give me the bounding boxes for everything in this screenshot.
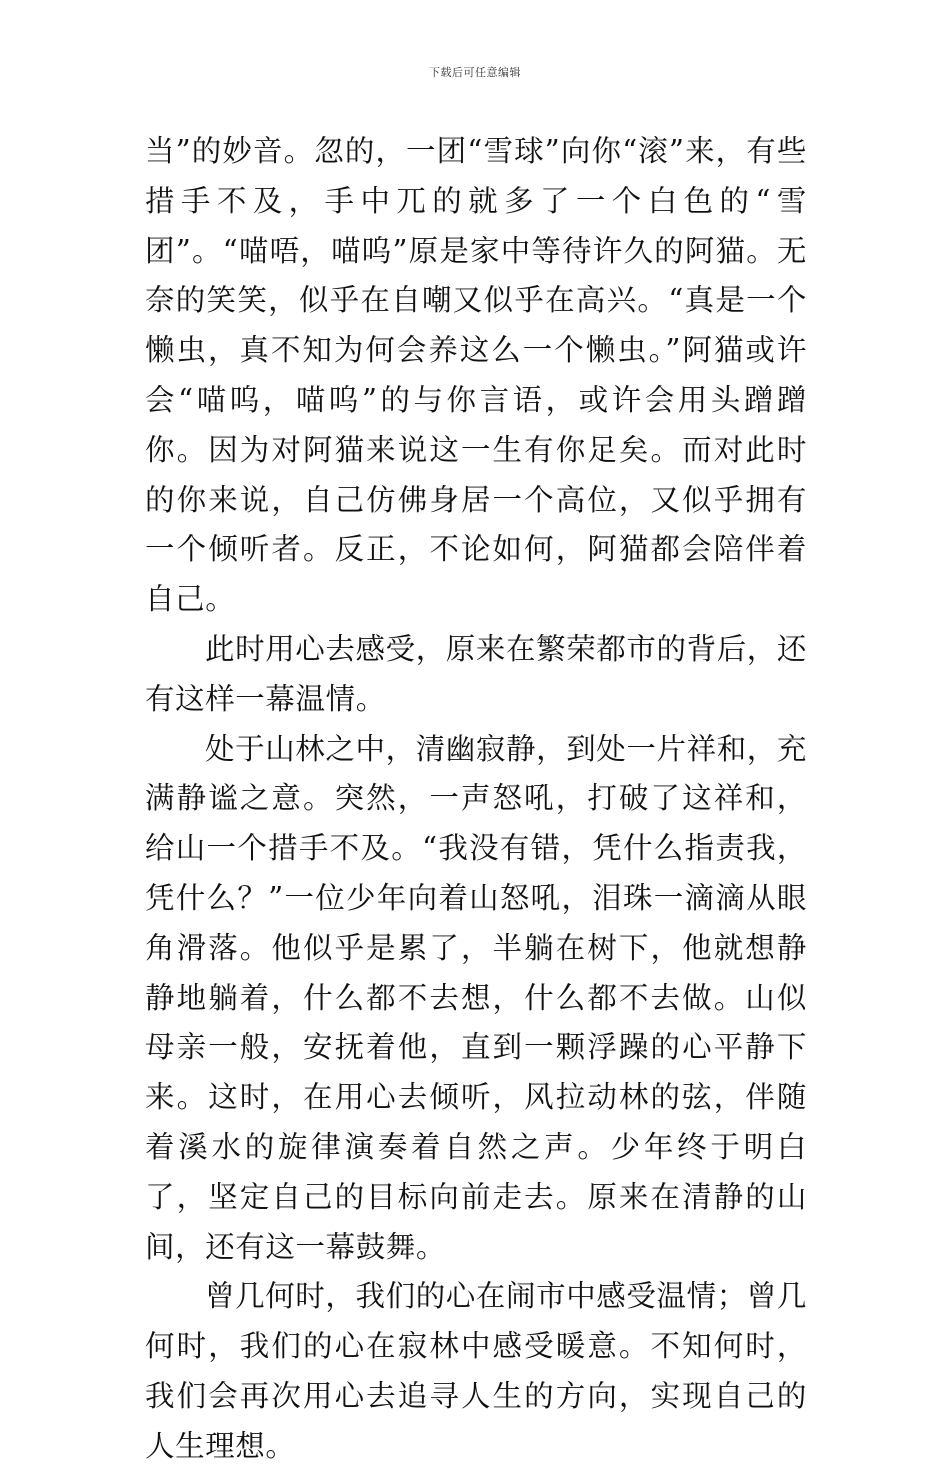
page-header: 下载后可任意编辑 <box>429 66 521 79</box>
paragraph: 处于山林之中，清幽寂静，到处一片祥和，充满静谧之意。突然，一声怒吼，打破了这祥和，给山一个措手不及。“我没有错，凭什么指责我，凭什么？”一位少年向着山怒吼，泪珠一滴滴从眼角滑落。他似乎是累了，半躺在树下，他就想静静地躺着，什么都不去想，什么都不去做。山似母亲一般，安抚着他，直到一颗浮躁的心平静下来。这时，在用心去倾听，风拉动林的弦，伴随着溪水的旋律演奏着自然之声。少年终于明白了，坚定自己的目标向前走去。原来在清静的山间，还有这一幕鼓舞。 <box>145 731 808 1264</box>
paragraph: 曾几何时，我们的心在闹市中感受温情；曾几何时，我们的心在寂林中感受暖意。不知何时，我们会再次用心去追寻人生的方向，实现自己的人生理想。 <box>145 1279 808 1463</box>
paragraph: 此时用心去感受，原来在繁荣都市的背后，还有这样一幕温情。 <box>145 631 808 716</box>
paragraph-continued: 当”的妙音。忽的，一团“雪球”向你“滚”来，有些措手不及，手中兀的就多了一个白色的“雪团”。“喵唔，喵呜”原是家中等待许久的阿猫。无奈的笑笑，似乎在自嘲又似乎在高兴。“真是一个懒虫，真不知为何会养这么一个懒虫。”阿猫或许会“喵呜，喵呜”的与你言语，或许会用头蹭蹭你。因为对阿猫来说这一生有你足矣。而对此时的你来说，自己仿佛身居一个高位，又似乎拥有一个倾听者。反正，不论如何，阿猫都会陪伴着自己。 <box>145 134 807 617</box>
document-body <box>145 127 807 1472</box>
